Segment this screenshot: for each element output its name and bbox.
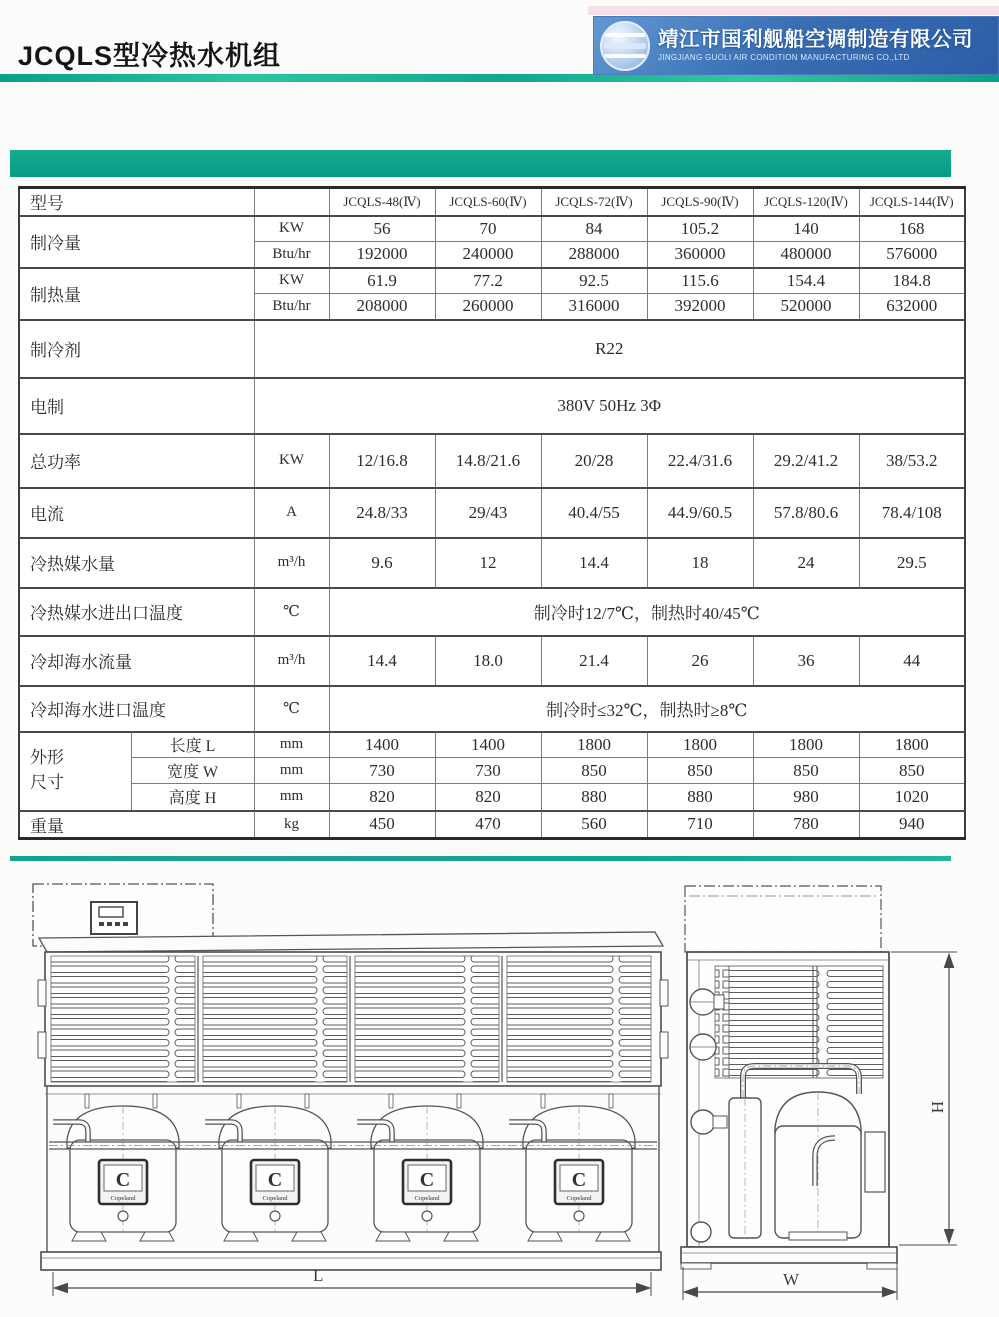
compressor-unit [205,1106,331,1241]
value-cell: 780 [753,811,859,839]
value-cell: 70 [435,216,541,242]
unit-cell: m³/h [254,636,329,686]
unit-cell: ℃ [254,588,329,636]
value-cell: 880 [541,784,647,811]
value-cell: 18.0 [435,636,541,686]
value-cell: 820 [435,784,541,811]
unit-cell [254,188,329,216]
dimension-label-w: W [783,1270,800,1289]
value-cell: 1020 [859,784,965,811]
value-cell: 29.2/41.2 [753,434,859,488]
unit-cell: Btu/hr [254,294,329,320]
row-label: 重量 [19,811,254,839]
value-cell: 576000 [859,242,965,268]
value-cell: 154.4 [753,268,859,294]
value-cell: 168 [859,216,965,242]
louver-grille [38,932,668,1086]
value-cell: 77.2 [435,268,541,294]
value-cell: 14.4 [329,636,435,686]
span-value-cell: 制冷时12/7℃，制热时40/45℃ [329,588,965,636]
dimension-line-w [683,1267,897,1300]
value-cell: 820 [329,784,435,811]
unit-cell: mm [254,732,329,758]
value-cell: 1400 [329,732,435,758]
value-cell: 450 [329,811,435,839]
title-underline [0,74,999,82]
sub-row-label: 长度 L [131,732,254,758]
row-label: 冷热媒水进出口温度 [19,588,254,636]
row-label: 总功率 [19,434,254,488]
side-base [681,1247,897,1269]
company-name-cn: 靖江市国利舰船空调制造有限公司 [658,28,973,52]
dims-group-line2: 尺寸 [30,773,64,792]
unit-cell: A [254,488,329,538]
compressor-unit [357,1106,483,1241]
value-cell: 980 [753,784,859,811]
value-cell: 1800 [753,732,859,758]
model-header: JCQLS-48(Ⅳ) [329,188,435,216]
compressor-unit [509,1106,635,1241]
compressor-section [45,1086,661,1252]
value-cell: 44 [859,636,965,686]
value-cell: 940 [859,811,965,839]
value-cell: 240000 [435,242,541,268]
value-cell: 1800 [647,732,753,758]
value-cell: 560 [541,811,647,839]
value-cell: 260000 [435,294,541,320]
value-cell: 24 [753,538,859,588]
row-label: 电制 [19,378,254,434]
company-name-en: JINGJIANG GUOLI AIR CONDITION MANUFACTURING CO.,LTD [658,52,910,62]
base-rail [41,1252,661,1270]
value-cell: 18 [647,538,753,588]
row-label: 电流 [19,488,254,538]
coil-section [690,966,883,1078]
value-cell: 105.2 [647,216,753,242]
value-cell: 44.9/60.5 [647,488,753,538]
table-bottom-accent-line [10,856,951,861]
section-divider-bar [10,150,951,177]
dimension-label-l: L [313,1266,324,1285]
value-cell: 850 [647,758,753,784]
value-cell: 61.9 [329,268,435,294]
unit-cell: KW [254,216,329,242]
value-cell: 92.5 [541,268,647,294]
model-header: JCQLS-90(Ⅳ) [647,188,753,216]
value-cell: 12 [435,538,541,588]
row-label: 冷热媒水量 [19,538,254,588]
unit-cell: kg [254,811,329,839]
side-view-drawing [665,880,975,1317]
value-cell: 470 [435,811,541,839]
value-cell: 184.8 [859,268,965,294]
value-cell: 288000 [541,242,647,268]
model-header: JCQLS-120(Ⅳ) [753,188,859,216]
row-label: 冷却海水进口温度 [19,686,254,732]
value-cell: 850 [541,758,647,784]
value-cell: 9.6 [329,538,435,588]
value-cell: 38/53.2 [859,434,965,488]
value-cell: 392000 [647,294,753,320]
value-cell: 115.6 [647,268,753,294]
value-cell: 360000 [647,242,753,268]
company-banner [593,16,999,75]
value-cell: 730 [329,758,435,784]
value-cell: 29.5 [859,538,965,588]
value-cell: 24.8/33 [329,488,435,538]
span-value-cell: R22 [254,320,965,378]
front-view-drawing [25,880,670,1317]
value-cell: 710 [647,811,753,839]
value-cell: 1800 [541,732,647,758]
value-cell: 480000 [753,242,859,268]
value-cell: 1400 [435,732,541,758]
value-cell: 22.4/31.6 [647,434,753,488]
unit-cell: mm [254,758,329,784]
value-cell: 520000 [753,294,859,320]
unit-cell: ℃ [254,686,329,732]
value-cell: 36 [753,636,859,686]
value-cell: 632000 [859,294,965,320]
value-cell: 40.4/55 [541,488,647,538]
value-cell: 21.4 [541,636,647,686]
sub-row-label: 高度 H [131,784,254,811]
value-cell: 78.4/108 [859,488,965,538]
value-cell: 880 [647,784,753,811]
dimension-line-h [891,952,957,1245]
value-cell: 316000 [541,294,647,320]
value-cell: 20/28 [541,434,647,488]
value-cell: 84 [541,216,647,242]
page-title: JCQLS型冷热水机组 [18,41,282,71]
row-label: 冷却海水流量 [19,636,254,686]
unit-cell: KW [254,268,329,294]
model-header: JCQLS-72(Ⅳ) [541,188,647,216]
row-group-label [19,732,131,811]
row-label: 制热量 [19,268,254,320]
value-cell: 26 [647,636,753,686]
span-value-cell: 380V 50Hz 3Φ [254,378,965,434]
model-header: JCQLS-60(Ⅳ) [435,188,541,216]
scan-artifact [588,6,999,15]
value-cell: 850 [859,758,965,784]
model-header: JCQLS-144(Ⅳ) [859,188,965,216]
value-cell: 850 [753,758,859,784]
value-cell: 14.4 [541,538,647,588]
row-label: 型号 [19,188,254,216]
dims-group-line1: 外形 [30,748,64,768]
value-cell: 208000 [329,294,435,320]
unit-cell: KW [254,434,329,488]
row-label: 制冷剂 [19,320,254,378]
value-cell: 192000 [329,242,435,268]
unit-cell: Btu/hr [254,242,329,268]
value-cell: 140 [753,216,859,242]
unit-cell: m³/h [254,538,329,588]
value-cell: 730 [435,758,541,784]
value-cell: 29/43 [435,488,541,538]
span-value-cell: 制冷时≤32℃，制热时≥8℃ [329,686,965,732]
compressor-unit [53,1106,179,1241]
row-label: 制冷量 [19,216,254,268]
value-cell: 12/16.8 [329,434,435,488]
value-cell: 57.8/80.6 [753,488,859,538]
sub-row-label: 宽度 W [131,758,254,784]
value-cell: 1800 [859,732,965,758]
company-logo-icon [600,21,650,71]
value-cell: 14.8/21.6 [435,434,541,488]
spec-table [18,186,966,840]
dimension-label-h: H [928,1101,947,1114]
unit-cell: mm [254,784,329,811]
value-cell: 56 [329,216,435,242]
